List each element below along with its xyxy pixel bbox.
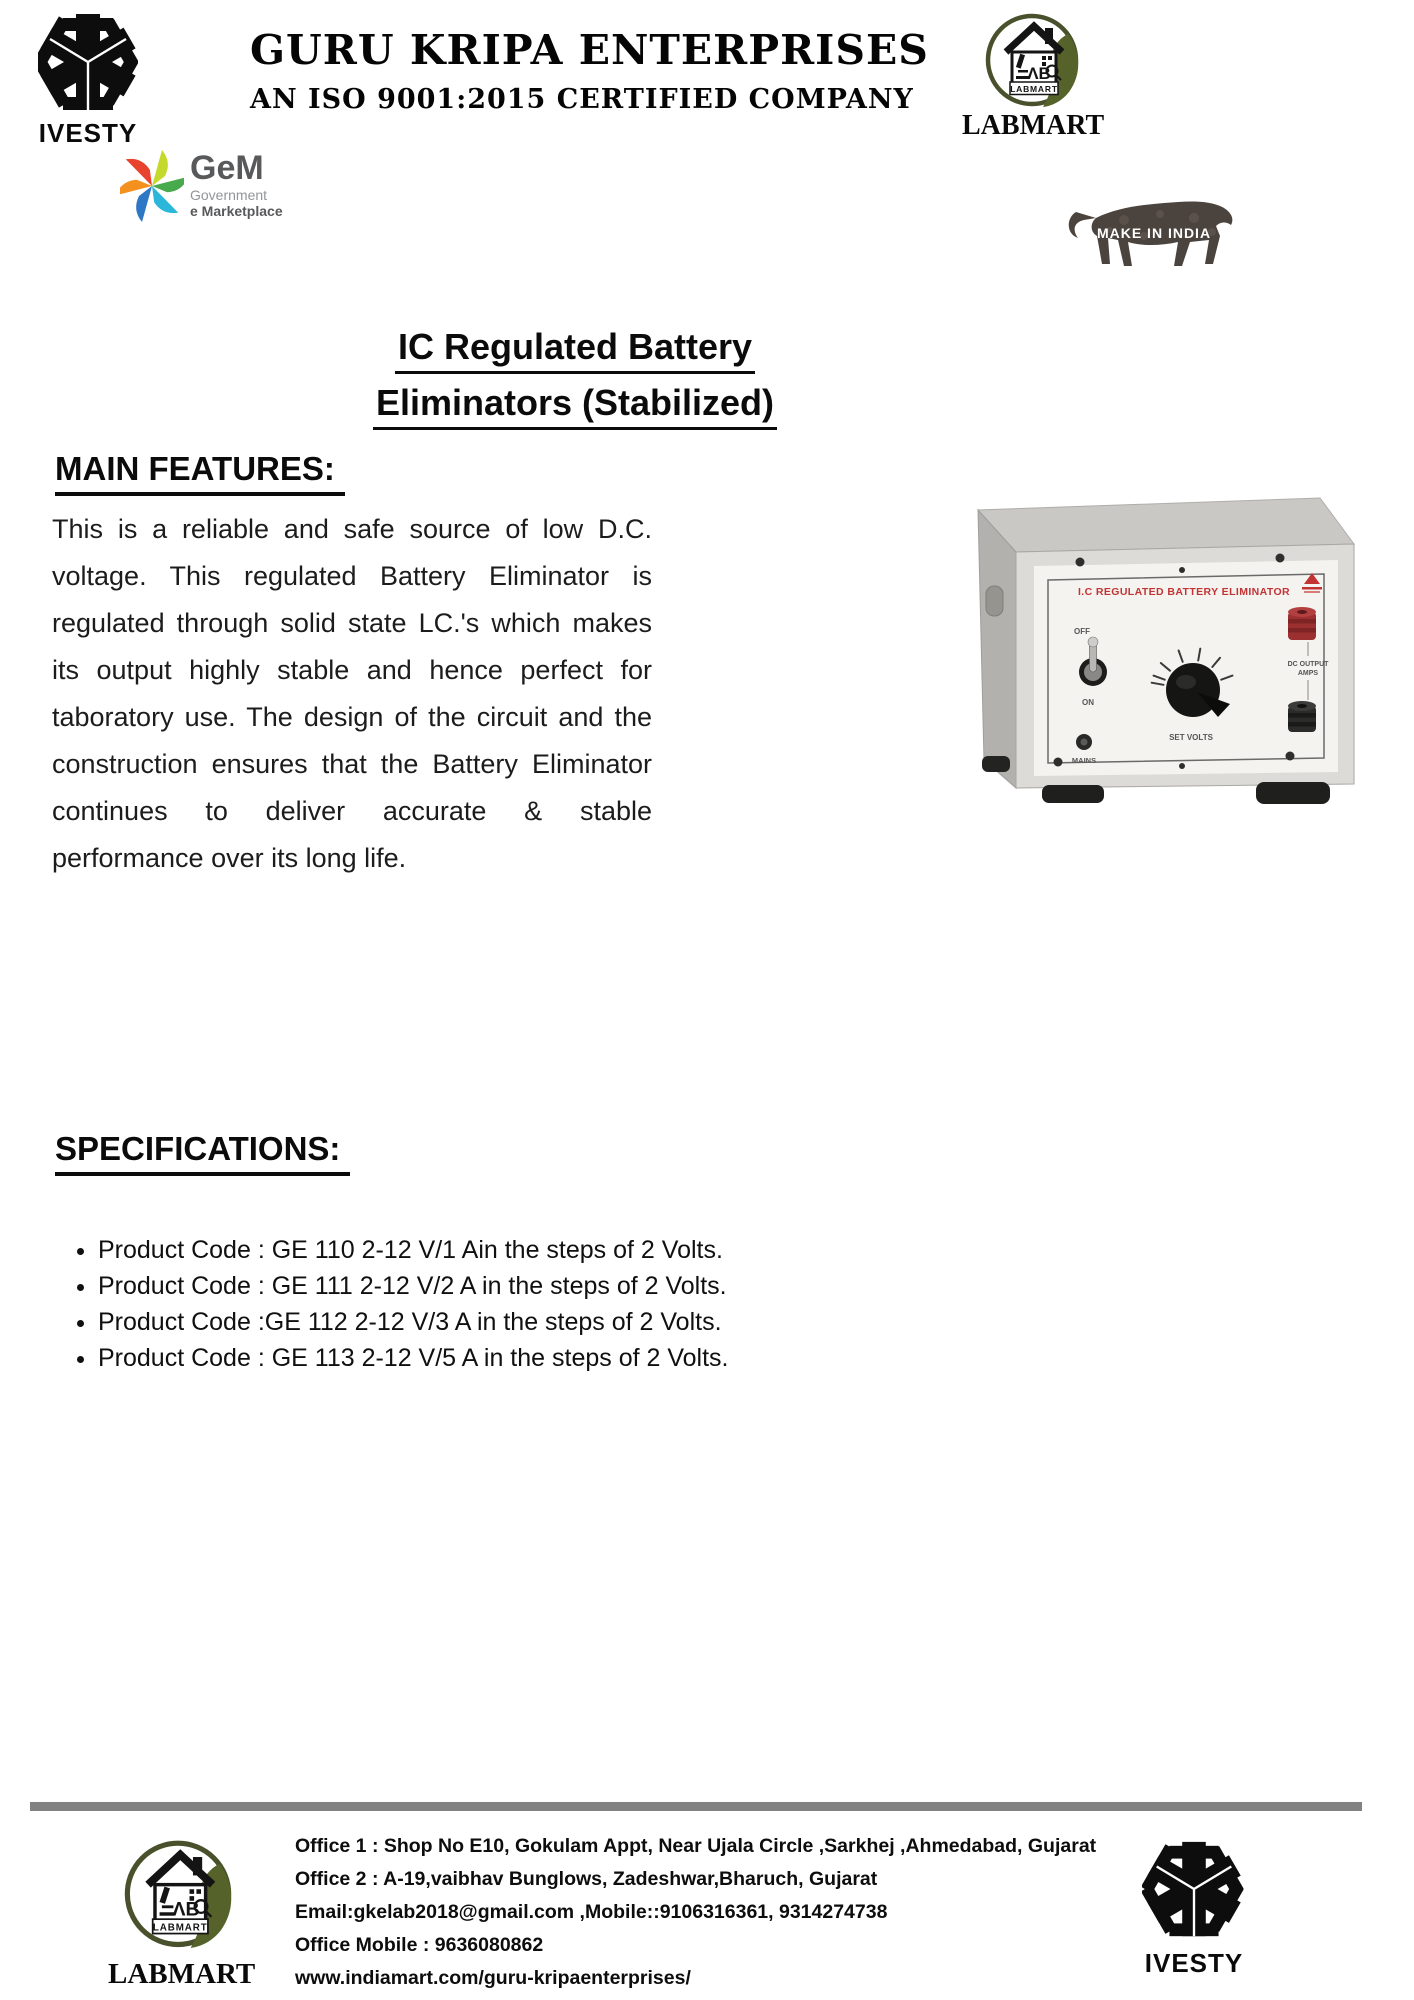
device-off-label: OFF <box>1074 627 1090 636</box>
page-title-line1: IC Regulated Battery <box>250 326 900 374</box>
specifications-heading: SPECIFICATIONS: <box>55 1130 350 1176</box>
footer-ivesty-logo-icon <box>1142 1836 1246 1946</box>
main-features-body: This is a reliable and safe source of low D.C. voltage. This regulated Battery Eliminator is regulated through solid state LC.'s which makes its output highly stable and hence perfect for taboratory use. The design of the circuit and the construction ensures that the Battery Eliminator continues to deliver accurate & stable performance over its long life. <box>52 514 652 873</box>
footer-office2: Office 2 : A-19,vaibhav Bunglows, Zadeshwar,Bharuch, Gujarat <box>295 1868 878 1890</box>
product-photo <box>958 492 1358 812</box>
footer-website: www.indiamart.com/guru-kripaenterprises/ <box>295 1967 691 1989</box>
labmart-emblem-icon <box>982 8 1082 114</box>
device-panel-title: I.C REGULATED BATTERY ELIMINATOR <box>1077 586 1291 598</box>
gem-marketplace: e Marketplace <box>190 203 283 219</box>
gem-logo-icon <box>120 146 184 226</box>
spec-item: • Product Code :GE 112 2-12 V/3 A in the steps of 2 Volts. <box>98 1310 818 1335</box>
footer-email-mobile: Email:gkelab2018@gmail.com ,Mobile::9106316361, 9314274738 <box>295 1901 888 1923</box>
spec-item: • Product Code : GE 111 2-12 V/2 A in the steps of 2 Volts. <box>98 1274 818 1299</box>
footer-divider <box>30 1802 1362 1811</box>
make-in-india-text: MAKE IN INDIA <box>1096 225 1212 241</box>
spec-item: • Product Code : GE 113 2-12 V/5 A in the steps of 2 Volts. <box>98 1346 818 1371</box>
gem-government: Government <box>190 187 268 203</box>
device-on-label: ON <box>1082 698 1094 707</box>
device-dc-output-label: DC OUTPUT <box>1287 661 1329 668</box>
device-set-volts-label: SET VOLTS <box>1169 733 1213 742</box>
company-name: GURU KRIPA ENTERPRISES <box>250 26 929 74</box>
footer-labmart-emblem-icon <box>120 1834 236 1956</box>
gem-logo-text <box>190 150 410 219</box>
footer-contact-block <box>295 1830 1155 1995</box>
footer-labmart-label: LABMART <box>108 1958 256 1990</box>
device-mains-label: MAINS <box>1071 756 1097 765</box>
spec-item: • Product Code : GE 110 2-12 V/1 Ain the steps of 2 Volts. <box>98 1238 818 1263</box>
specifications-list <box>70 1238 818 1382</box>
device-amps-label: AMPS <box>1297 670 1319 677</box>
page-title-line2: Eliminators (Stabilized) <box>250 382 900 430</box>
ivesty-logo-icon <box>38 8 138 120</box>
gem-name: GeM <box>190 149 264 187</box>
footer-ivesty-label: IVESTY <box>1144 1948 1244 1978</box>
footer-office1: Office 1 : Shop No E10, Gokulam Appt, Near Ujala Circle ,Sarkhej ,Ahmedabad, Gujarat <box>295 1835 1097 1857</box>
labmart-logo-label: LABMART <box>962 110 1105 141</box>
main-features-heading: MAIN FEATURES: <box>55 450 345 496</box>
footer-office-mobile: Office Mobile : 9636080862 <box>295 1934 544 1956</box>
company-certification: AN ISO 9001:2015 CERTIFIED COMPANY <box>250 84 914 115</box>
make-in-india-logo <box>1064 192 1244 272</box>
ivesty-logo-label: IVESTY <box>38 118 138 148</box>
